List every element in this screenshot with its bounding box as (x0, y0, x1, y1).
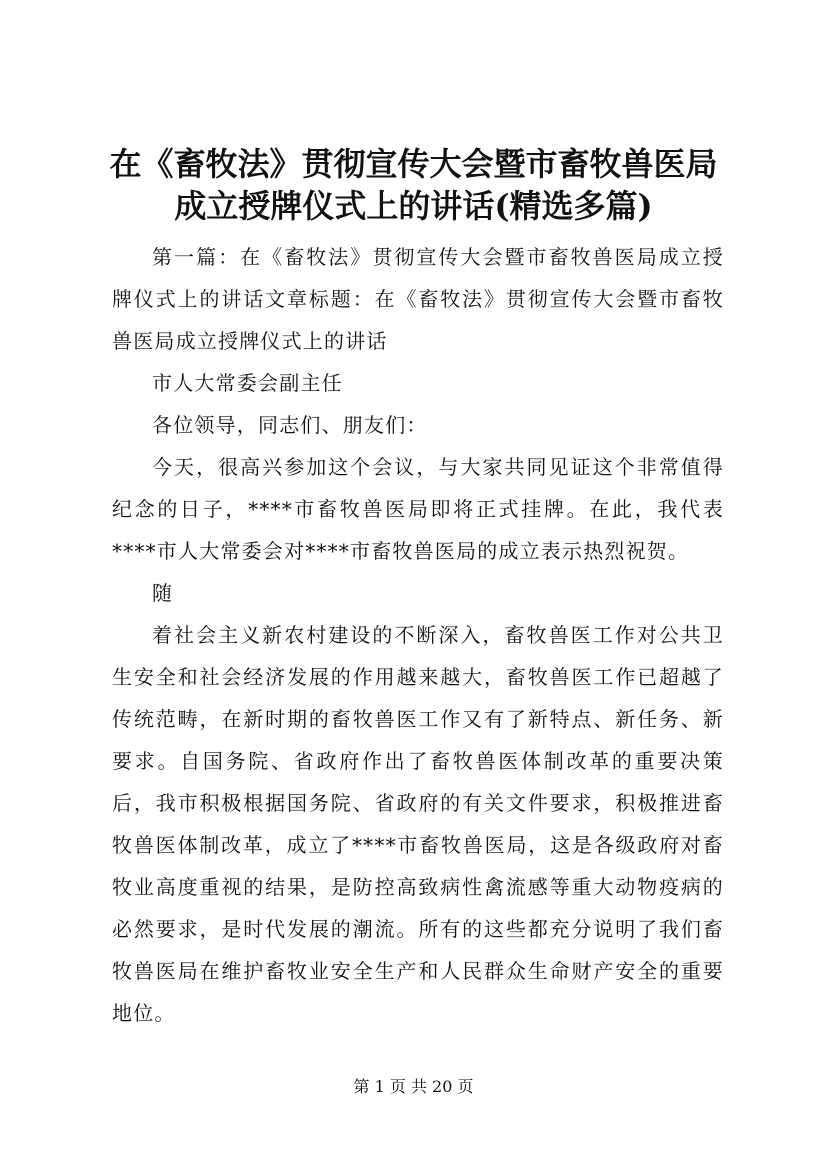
paragraph: 第一篇：在《畜牧法》贯彻宣传大会暨市畜牧兽医局成立授牌仪式上的讲话文章标题：在《畜牧法》贯彻宣传大会暨市畜牧兽医局成立授牌仪式上的讲话 (112, 245, 724, 353)
paragraph: 各位领导，同志们、朋友们： (152, 413, 428, 437)
document-title: 在《畜牧法》贯彻宣传大会暨市畜牧兽医局成立授牌仪式上的讲话(精选多篇) (109, 145, 718, 225)
document-body (112, 236, 724, 1034)
paragraph: 今天，很高兴参加这个会议，与大家共同见证这个非常值得纪念的日子，****市畜牧兽医局即将正式挂牌。在此，我代表****市人大常委会对****市畜牧兽医局的成立表示热烈祝贺。 (112, 455, 724, 563)
paragraph: 市人大常委会副主任 (152, 371, 343, 395)
paragraph: 着社会主义新农村建设的不断深入，畜牧兽医工作对公共卫生安全和社会经济发展的作用越来越大，畜牧兽医工作已超越了传统范畴，在新时期的畜牧兽医工作又有了新特点、新任务、新要求。自国务院、省政府作出了畜牧兽医体制改革的重要决策后，我市积极根据国务院、省政府的有关文件要求，积极推进畜牧兽医体制改革，成立了****市畜牧兽医局，这是各级政府对畜牧业高度重视的结果，是防控高致病性禽流感等重大动物疫病的必然要求，是时代发展的潮流。所有的这些都充分说明了我们畜牧兽医局在维护畜牧业安全生产和人民群众生命财产安全的重要地位。 (112, 623, 724, 1025)
page-footer: 第 1 页 共 20 页 (353, 1077, 474, 1096)
paragraph: 随 (152, 581, 174, 605)
